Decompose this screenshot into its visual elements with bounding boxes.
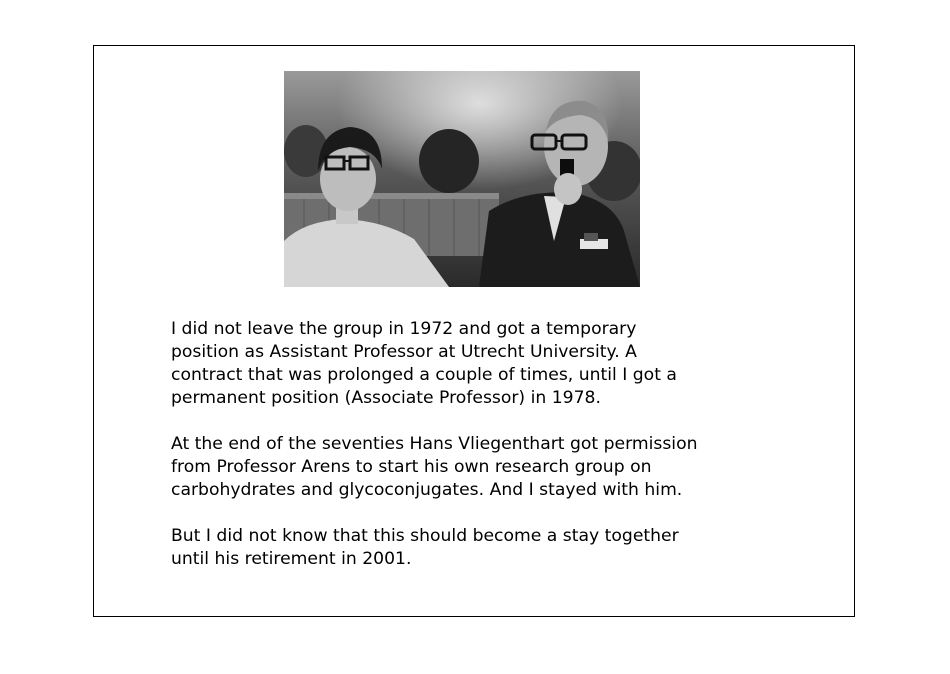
text-line: until his retirement in 2001. xyxy=(171,549,412,569)
text-line: I did not leave the group in 1972 and got a temporary xyxy=(171,319,637,339)
body-text xyxy=(171,318,811,594)
text-line: from Professor Arens to start his own research group on xyxy=(171,457,652,477)
paragraph-2 xyxy=(171,433,811,502)
text-line: carbohydrates and glycoconjugates. And I stayed with him. xyxy=(171,480,683,500)
paragraph-3 xyxy=(171,525,811,571)
text-line: permanent position (Associate Professor) in 1978. xyxy=(171,388,601,408)
text-line: contract that was prolonged a couple of times, until I got a xyxy=(171,365,677,385)
text-line: At the end of the seventies Hans Vliegenthart got permission xyxy=(171,434,698,454)
text-line: But I did not know that this should become a stay together xyxy=(171,526,679,546)
text-line: position as Assistant Professor at Utrecht University. A xyxy=(171,342,637,362)
paragraph-1 xyxy=(171,318,811,410)
black-and-white-photo xyxy=(284,71,640,287)
